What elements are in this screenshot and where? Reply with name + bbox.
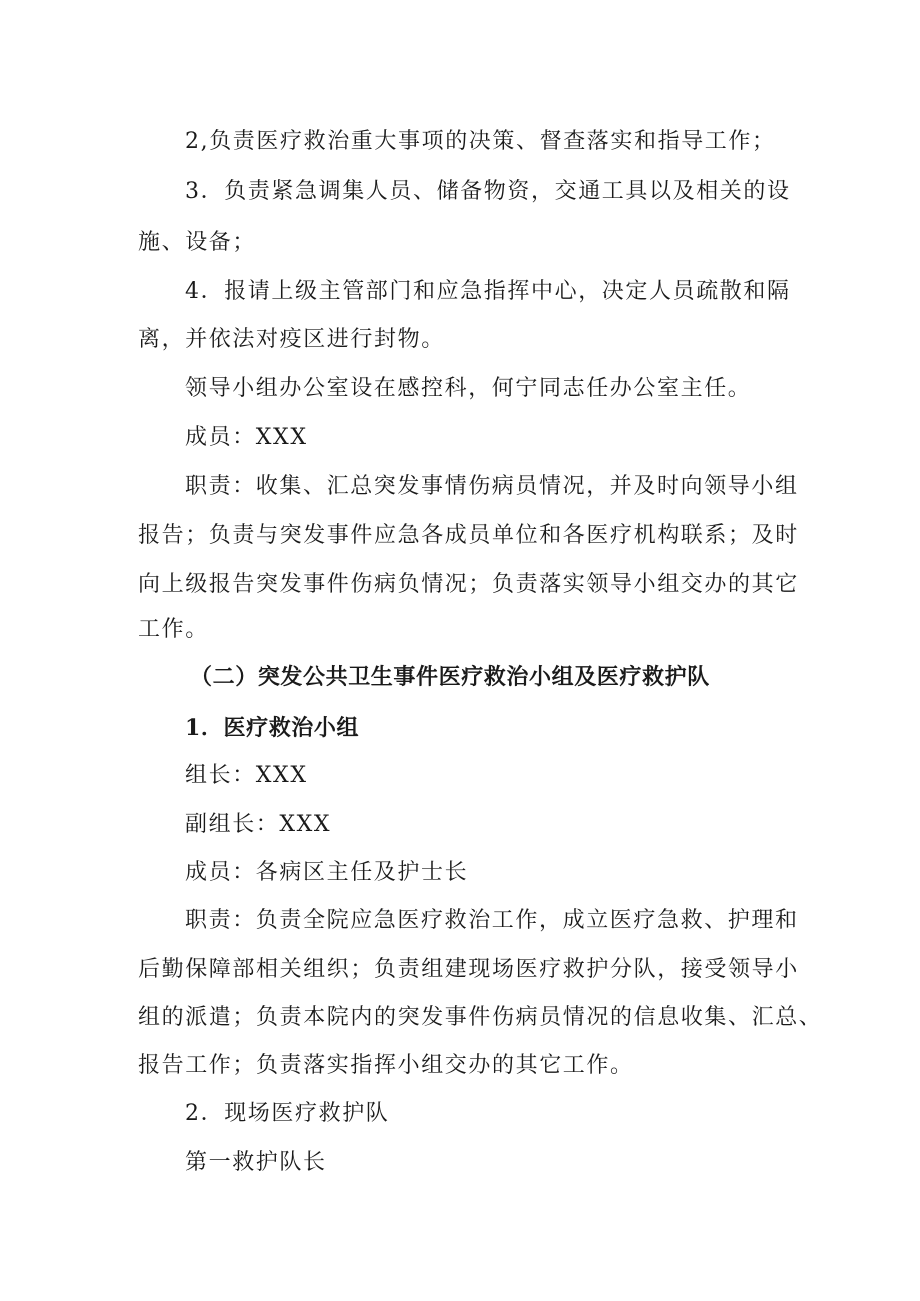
text-line-rescue-team: 2．现场医疗救护队 — [185, 1101, 390, 1126]
text-line-duty-3: 3．负责紧急调集人员、储备物资，交通工具以及相关的设 — [185, 179, 791, 204]
text-line-duty-4-cont: 离，并依法对疫区进行封物。 — [138, 327, 445, 352]
text-line-responsibility-cont-1: 报告；负责与突发事件应急各成员单位和各医疗机构联系；及时 — [138, 523, 799, 548]
text-line-duty-3-cont: 施、设备； — [138, 230, 257, 255]
text-line-office: 领导小组办公室设在感控科，何宁同志任办公室主任。 — [185, 376, 752, 401]
text-line-group-duty-cont-1: 后勤保障部相关组织；负责组建现场医疗救护分队，接受领导小 — [138, 957, 799, 982]
text-line-group-members: 成员：各病区主任及护士长 — [185, 860, 469, 885]
text-line-duty-2: 2,负责医疗救治重大事项的决策、督查落实和指导工作； — [185, 129, 776, 154]
text-line-members: 成员：XXX — [185, 425, 308, 450]
text-line-first-rescue-leader: 第一救护队长 — [185, 1150, 327, 1175]
text-line-responsibility-cont-2: 向上级报告突发事件伤病负情况；负责落实领导小组交办的其它 — [138, 572, 799, 597]
text-line-leader: 组长：XXX — [185, 763, 308, 788]
text-line-group-duty-cont-2: 组的派遣；负责本院内的突发事件伤病员情况的信息收集、汇总、 — [138, 1005, 823, 1030]
section-heading: （二）突发公共卫生事件医疗救治小组及医疗救护队 — [190, 664, 710, 690]
text-line-responsibility: 职责：收集、汇总突发事情伤病员情况，并及时向领导小组 — [185, 474, 799, 499]
text-line-group-duty-cont-3: 报告工作；负责落实指挥小组交办的其它工作。 — [138, 1053, 634, 1078]
subsection-heading: 1．医疗救治小组 — [185, 715, 360, 741]
text-line-duty-4: 4．报请上级主管部门和应急指挥中心，决定人员疏散和隔 — [185, 279, 791, 304]
text-line-responsibility-cont-3: 工作。 — [138, 617, 209, 642]
text-line-group-duty: 职责：负责全院应急医疗救治工作，成立医疗急救、护理和 — [185, 908, 799, 933]
text-line-deputy-leader: 副组长：XXX — [185, 812, 332, 837]
